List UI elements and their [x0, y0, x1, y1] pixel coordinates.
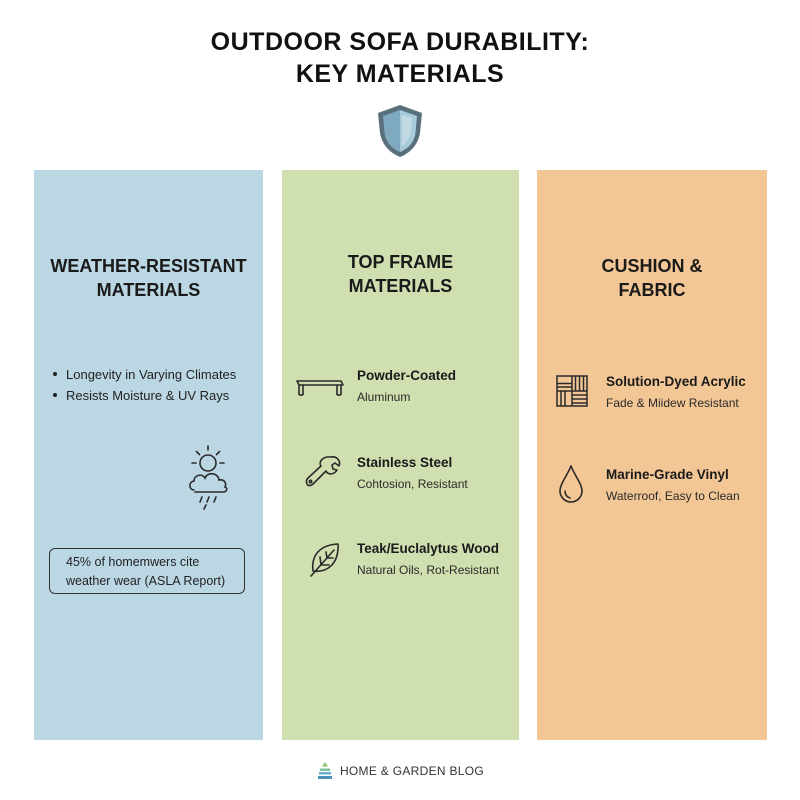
frame-column-heading [282, 250, 519, 298]
shield-icon [375, 103, 425, 159]
wrench-icon [304, 453, 344, 493]
weather-heading-line1: WEATHER-RESISTANT [50, 256, 247, 276]
list-item [606, 373, 746, 412]
item-title: Marine-Grade Vinyl [606, 467, 729, 482]
list-item: Resists Moisture & UV Rays [52, 385, 236, 406]
frame-heading-line2: MATERIALS [348, 276, 453, 296]
leaf-icon [308, 541, 344, 579]
frame-materials-column [282, 170, 519, 740]
frame-heading-line1: TOP FRAME [347, 252, 454, 272]
item-subtitle: Fade & Miidew Resistant [606, 396, 739, 410]
bench-frame-icon [295, 375, 345, 399]
sun-cloud-rain-icon [186, 442, 240, 512]
list-item: Longevity in Varying Climates [52, 364, 236, 385]
list-item [606, 466, 740, 505]
stat-line2: weather wear (ASLA Report) [66, 574, 226, 588]
item-subtitle: Natural Oils, Rot-Resistant [357, 563, 500, 577]
weather-column-heading [34, 254, 263, 302]
item-title: Powder-Coated [357, 368, 457, 383]
item-subtitle: Waterroof, Easy to Clean [606, 489, 740, 503]
page-title [0, 26, 800, 90]
weather-bullet-list [52, 364, 236, 406]
item-subtitle: Aluminum [357, 390, 411, 404]
woven-fabric-icon [555, 374, 589, 408]
page-title-line1: OUTDOOR SOFA DURABILITY: [210, 28, 590, 56]
list-item [357, 367, 456, 406]
garden-logo-icon [316, 761, 334, 781]
cushion-heading-line2: FABRIC [618, 280, 686, 300]
cushion-heading-line1: CUSHION & [601, 256, 703, 276]
weather-heading-line2: MATERIALS [96, 280, 201, 300]
cushion-column-heading [537, 254, 767, 302]
item-title: Teak/Euclalytus Wood [357, 541, 500, 556]
item-title: Solution-Dyed Acrylic [606, 374, 746, 389]
footer-brand [0, 760, 800, 782]
page-title-line2: KEY MATERIALS [295, 60, 505, 88]
cushion-fabric-column [537, 170, 767, 740]
weather-stat-callout [49, 548, 245, 594]
list-item [357, 540, 499, 579]
item-subtitle: Cohtosion, Resistant [357, 477, 468, 491]
list-item [357, 454, 468, 493]
item-title: Stainless Steel [357, 455, 453, 470]
weather-resistant-column [34, 170, 263, 740]
stat-line1: 45% of homemwers cite [66, 555, 200, 569]
footer-brand-text: HOME & GARDEN BLOG [339, 764, 485, 778]
water-drop-icon [557, 464, 585, 504]
